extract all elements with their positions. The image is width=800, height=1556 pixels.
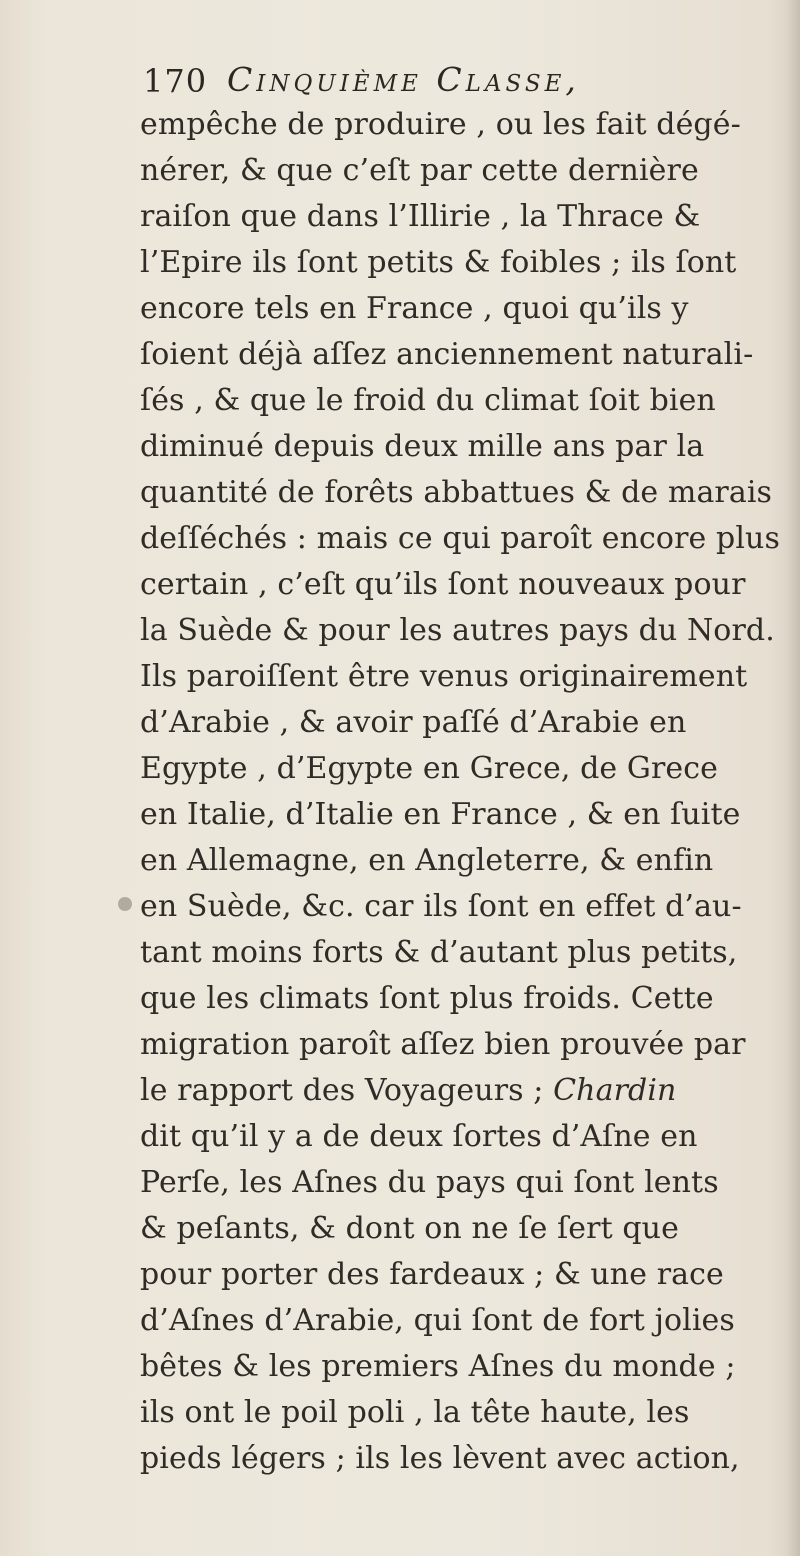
text-line: en Suède, &c. car ils ſont en effet d’au- bbox=[140, 889, 742, 924]
text-line: Egypte , d’Egypte en Grece, de Grece bbox=[140, 751, 719, 786]
text-line: d’Arabie , & avoir paſſé d’Arabie en bbox=[140, 705, 687, 740]
text-line: encore tels en France , quoi qu’ils y bbox=[140, 291, 689, 326]
text-line: tant moins forts & d’autant plus petits, bbox=[140, 935, 738, 970]
text-line: le rapport des Voyageurs ; Chardin bbox=[140, 1073, 677, 1108]
running-title: Cinquième Classe, bbox=[227, 60, 580, 99]
text-line: dit qu’il y a de deux ſortes d’Aſne en bbox=[140, 1119, 698, 1154]
text-line: Ils paroiſſent être venus originairement bbox=[140, 659, 748, 694]
author-name: Chardin bbox=[553, 1073, 677, 1108]
text-line: ſés , & que le froid du climat ſoit bien bbox=[140, 383, 716, 418]
text-line: certain , c’eſt qu’ils ſont nouveaux pour bbox=[140, 567, 746, 602]
text-line: pour porter des fardeaux ; & une race bbox=[140, 1257, 724, 1292]
body-text bbox=[140, 102, 790, 1482]
text-line: quantité de forêts abbattues & de marais bbox=[140, 475, 773, 510]
text-line: en Italie, d’Italie en France , & en ſuite bbox=[140, 797, 741, 832]
text-line: & peſants, & dont on ne ſe ſert que bbox=[140, 1211, 679, 1246]
text-line: en Allemagne, en Angleterre, & enfin bbox=[140, 843, 714, 878]
page-header bbox=[143, 58, 783, 102]
text-line: l’Epire ils ſont petits & foibles ; ils ſont bbox=[140, 245, 737, 280]
text-line: pieds légers ; ils les lèvent avec action, bbox=[140, 1441, 740, 1476]
text-line: la Suède & pour les autres pays du Nord. bbox=[140, 613, 775, 648]
text-line: nérer, & que c’eſt par cette dernière bbox=[140, 153, 699, 188]
ink-stain bbox=[118, 897, 132, 911]
text-line: d’Aſnes d’Arabie, qui ſont de fort jolies bbox=[140, 1303, 735, 1338]
page-number: 170 bbox=[143, 62, 208, 100]
text-line: Perſe, les Aſnes du pays qui ſont lents bbox=[140, 1165, 719, 1200]
text-line: que les climats ſont plus froids. Cette bbox=[140, 981, 714, 1016]
text-line: empêche de produire , ou les fait dégé- bbox=[140, 107, 741, 142]
text-line: ſoient déjà aſſez anciennement naturali- bbox=[140, 337, 754, 372]
text-line: migration paroît aſſez bien prouvée par bbox=[140, 1027, 746, 1062]
text-line: deſſéchés : mais ce qui paroît encore plus bbox=[140, 521, 780, 556]
text-line: bêtes & les premiers Aſnes du monde ; bbox=[140, 1349, 736, 1384]
text-line: ils ont le poil poli , la tête haute, les bbox=[140, 1395, 690, 1430]
text-line: raiſon que dans l’Illirie , la Thrace & bbox=[140, 199, 701, 234]
text-line: diminué depuis deux mille ans par la bbox=[140, 429, 705, 464]
